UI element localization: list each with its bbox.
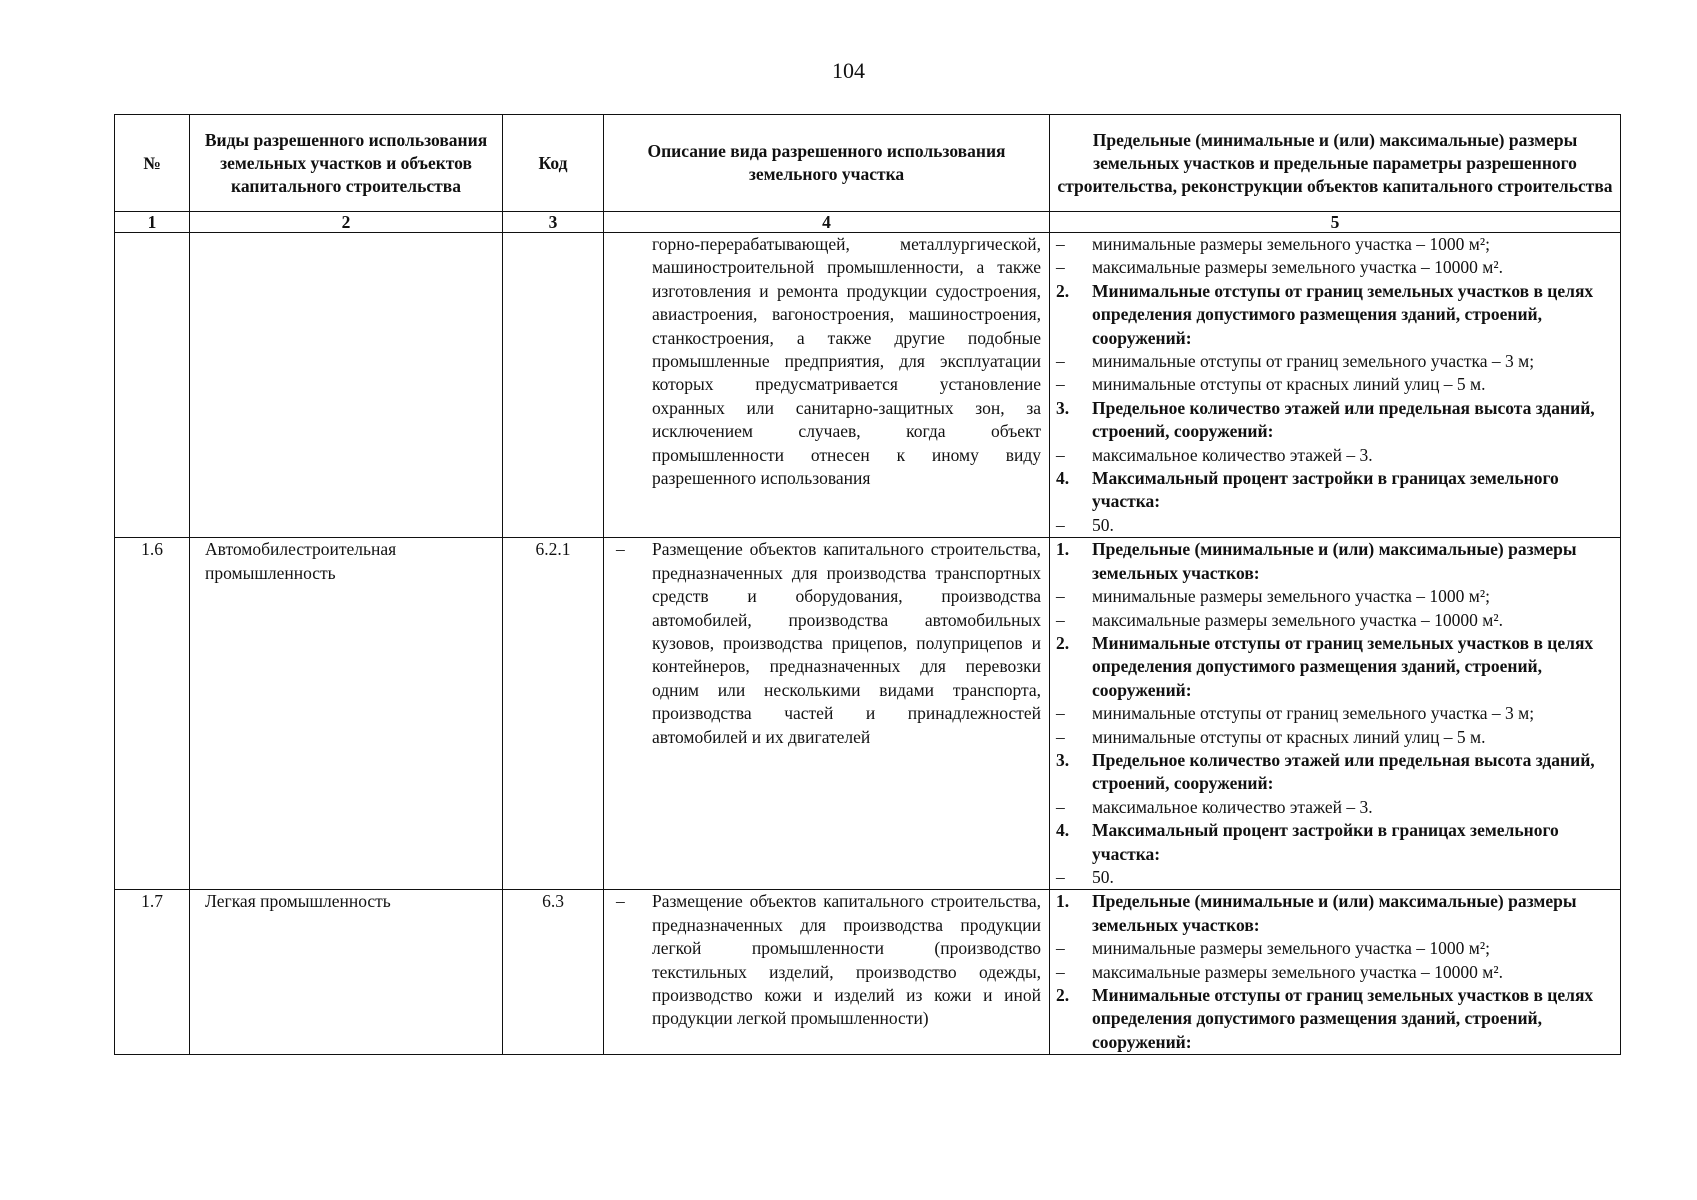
page-number: 104 <box>832 58 865 83</box>
parameter-marker: – <box>1056 234 1065 254</box>
description-block <box>608 538 1045 749</box>
parameter-marker: – <box>1056 374 1065 395</box>
parameter-text: Минимальные отступы от границ земельных участков в целях определения допустимого размещения зданий, строений, сооружений: <box>1092 632 1594 700</box>
parameter-heading <box>1056 819 1616 866</box>
header-row <box>115 115 1621 212</box>
description-dash <box>616 233 652 490</box>
parameters-list <box>1054 233 1616 537</box>
parameter-marker: 3. <box>1056 397 1070 418</box>
parameter-text: Предельные (минимальные и (или) максимальные) размеры земельных участков: <box>1092 891 1577 935</box>
column-number-row <box>115 212 1621 233</box>
parameter-item <box>1056 373 1616 396</box>
use-type-code: 6.3 <box>503 890 604 1055</box>
parameter-heading <box>1056 467 1616 514</box>
parameter-text: минимальные отступы от красных линий улиц – 5 м. <box>1092 726 1486 747</box>
parameter-text: максимальные размеры земельного участка – 10000 м². <box>1092 961 1503 982</box>
header-code: Код <box>503 115 604 212</box>
parameter-marker: 2. <box>1056 280 1070 301</box>
parameter-marker: – <box>1056 586 1065 607</box>
header-use-type: Виды разрешенного использования земельных участков и объектов капитального строительства <box>190 115 503 212</box>
parameter-item <box>1056 233 1616 256</box>
parameter-text: Предельные (минимальные и (или) максимальные) размеры земельных участков: <box>1092 539 1577 583</box>
parameter-item <box>1056 256 1616 279</box>
parameter-text: минимальные размеры земельного участка – 1000 м²; <box>1092 586 1490 607</box>
parameter-item <box>1056 514 1616 537</box>
column-number: 1 <box>115 212 190 233</box>
header-description: Описание вида разрешенного использования земельного участка <box>604 115 1050 212</box>
use-type-description-cell <box>604 233 1050 538</box>
parameter-text: минимальные размеры земельного участка – 1000 м²; <box>1092 938 1490 959</box>
parameter-heading <box>1056 538 1616 585</box>
row-number <box>115 233 190 538</box>
parameter-item <box>1056 702 1616 725</box>
column-number: 3 <box>503 212 604 233</box>
parameter-text: Минимальные отступы от границ земельных участков в целях определения допустимого размещения зданий, строений, сооружений: <box>1092 280 1594 348</box>
use-type-description-cell <box>604 538 1050 890</box>
column-number: 5 <box>1050 212 1621 233</box>
parameter-text: минимальные размеры земельного участка – 1000 м²; <box>1092 234 1490 254</box>
parameter-heading <box>1056 397 1616 444</box>
parameter-text: максимальные размеры земельного участка – 10000 м². <box>1092 257 1503 278</box>
parameter-marker: – <box>1056 444 1065 465</box>
row-number: 1.6 <box>115 538 190 890</box>
parameter-text: максимальное количество этажей – 3. <box>1092 444 1373 465</box>
parameters-cell <box>1050 233 1621 538</box>
parameter-text: минимальные отступы от красных линий улиц – 5 м. <box>1092 374 1486 395</box>
use-type-code <box>503 233 604 538</box>
parameter-marker: – <box>1056 351 1065 372</box>
parameter-marker: 2. <box>1056 985 1070 1005</box>
parameter-item <box>1056 961 1616 984</box>
use-type-name <box>190 233 503 538</box>
parameter-text: Минимальные отступы от границ земельных участков в целях определения допустимого размещения зданий, строений, сооружений: <box>1092 985 1594 1052</box>
parameter-item <box>1056 585 1616 608</box>
parameter-marker: 1. <box>1056 891 1070 912</box>
parameter-marker: 1. <box>1056 539 1070 560</box>
parameter-item <box>1056 937 1616 960</box>
parameters-cell <box>1050 538 1621 890</box>
parameter-heading <box>1056 890 1616 937</box>
parameter-marker: – <box>1056 609 1065 630</box>
use-type-name: Автомобилестроительная промышленность <box>190 538 503 890</box>
land-use-table <box>114 114 1621 1055</box>
column-number: 4 <box>604 212 1050 233</box>
parameter-item <box>1056 609 1616 632</box>
table-row <box>115 890 1621 1055</box>
header-num: № <box>115 115 190 212</box>
description-text: Размещение объектов капитального строительства, предназначенных для производства транспортных средств и оборудования, производства автомобилей, производства автомобильных кузовов, производства прицепов, полуприцепов и контейнеров, предназначенных для перевозки одним или несколькими видами транспорта, производства частей и принадлежностей автомобилей и их двигателей <box>652 539 1041 747</box>
description-dash: – <box>616 891 625 912</box>
description-block <box>608 233 1045 490</box>
parameter-heading <box>1056 749 1616 796</box>
parameter-item <box>1056 796 1616 819</box>
parameter-text: минимальные отступы от границ земельного участка – 3 м; <box>1092 351 1535 372</box>
parameter-marker: – <box>1056 726 1065 747</box>
use-type-name: Легкая промышленность <box>190 890 503 1055</box>
parameter-heading <box>1056 632 1616 702</box>
parameter-text: минимальные отступы от границ земельного участка – 3 м; <box>1092 703 1535 724</box>
description-dash: – <box>616 539 625 560</box>
parameter-marker: – <box>1056 257 1065 278</box>
header-parameters: Предельные (минимальные и (или) максимальные) размеры земельных участков и предельные параметры разрешенного строительства, реконструкции объектов капитального строительства <box>1050 115 1621 212</box>
parameter-marker: 3. <box>1056 749 1070 770</box>
description-text: Размещение объектов капитального строительства, предназначенных для производства продукции легкой промышленности (производство текстильных изделий, производство одежды, производство кожи и изделий из кожи и иной продукции легкой промышленности) <box>652 891 1041 1029</box>
table-row <box>115 538 1621 890</box>
parameter-text: Максимальный процент застройки в границах земельного участка: <box>1092 820 1559 864</box>
parameter-marker: – <box>1056 703 1065 724</box>
parameter-text: максимальное количество этажей – 3. <box>1092 796 1373 817</box>
parameter-marker: 2. <box>1056 632 1070 653</box>
parameter-text: Предельное количество этажей или предельная высота зданий, строений, сооружений: <box>1092 397 1595 442</box>
parameter-text: 50. <box>1092 866 1114 887</box>
parameter-heading <box>1056 984 1616 1054</box>
parameter-marker: – <box>1056 961 1065 982</box>
parameter-item <box>1056 726 1616 749</box>
parameters-list <box>1054 890 1616 1054</box>
parameter-marker: – <box>1056 938 1065 959</box>
parameter-heading <box>1056 280 1616 350</box>
parameter-marker: – <box>1056 514 1065 535</box>
description-text: горно-перерабатывающей, металлургической, машиностроительной промышленности, а также изготовления и ремонта продукции судостроения, авиастроения, вагоностроения, машиностроения, станкостроения, а также другие подобные промышленные предприятия, для эксплуатации которых предусматривается установление охранных или санитарно-защитных зон, за исключением случаев, когда объект промышленности отнесен к иному виду разрешенного использования <box>652 234 1041 489</box>
parameter-text: 50. <box>1092 514 1114 535</box>
parameter-marker: 4. <box>1056 820 1070 841</box>
parameter-marker: – <box>1056 796 1065 817</box>
parameter-item <box>1056 866 1616 889</box>
row-number: 1.7 <box>115 890 190 1055</box>
parameter-text: максимальные размеры земельного участка – 10000 м². <box>1092 609 1503 630</box>
use-type-code: 6.2.1 <box>503 538 604 890</box>
column-number: 2 <box>190 212 503 233</box>
parameter-text: Максимальный процент застройки в границах земельного участка: <box>1092 468 1559 512</box>
parameter-item <box>1056 444 1616 467</box>
parameter-item <box>1056 350 1616 373</box>
parameters-cell <box>1050 890 1621 1055</box>
parameter-marker: 4. <box>1056 468 1070 489</box>
description-block <box>608 890 1045 1030</box>
use-type-description-cell <box>604 890 1050 1055</box>
parameters-list <box>1054 538 1616 889</box>
table-row <box>115 233 1621 538</box>
parameter-text: Предельное количество этажей или предельная высота зданий, строений, сооружений: <box>1092 749 1595 794</box>
parameter-marker: – <box>1056 866 1065 887</box>
